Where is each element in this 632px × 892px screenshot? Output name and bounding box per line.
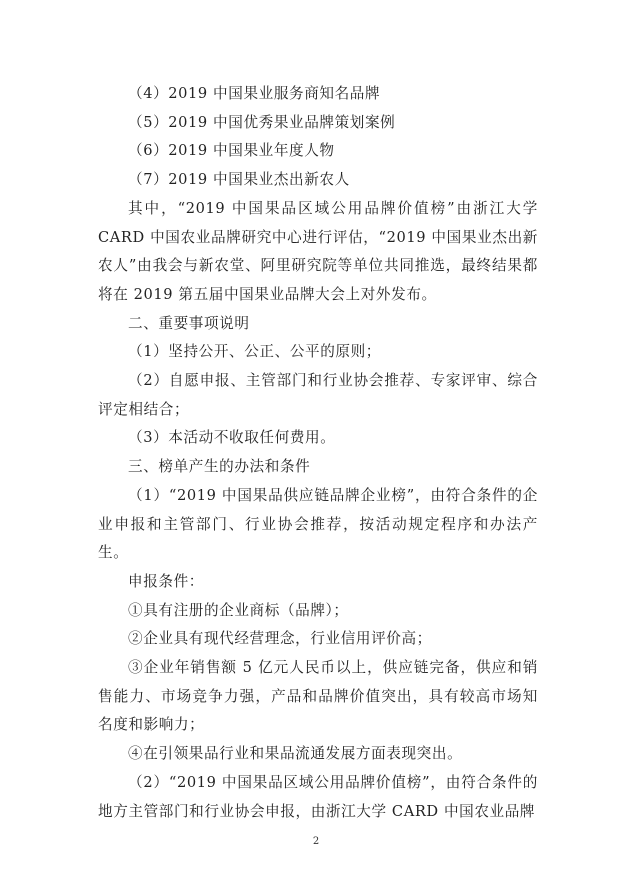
body-text [98,80,538,826]
list-item-4: （4）2019 中国果业服务商知名品牌 [128,85,381,102]
evaluation-paragraph: 其中，“2019 中国果品区域公用品牌价值榜”由浙江大学 CARD 中国农业品牌研究中心进行评估，“2019 中国果业杰出新农人”由我会与新农堂、阿里研究院等单位共同推选，最终结果都将在 2019 第五届中国果业品牌大会上对外发布。 [98,199,538,303]
condition-3: ③企业年销售额 5 亿元人民币以上，供应链完备，供应和销售能力、市场竞争力强，产品和品牌价值突出，具有较高市场知名度和影响力； [98,659,538,734]
method-2: （2）“2019 中国果品区域公用品牌价值榜”，由符合条件的地方主管部门和行业协会申报，由浙江大学 CARD 中国农业品牌 [98,773,538,820]
page-number: 2 [312,836,320,847]
list-item-6: （6）2019 中国果业年度人物 [128,142,335,160]
condition-4: ④在引领果品行业和果品流通发展方面表现突出。 [128,745,463,763]
condition-1: ①具有注册的企业商标（品牌）； [128,601,349,619]
principle-1: （1）坚持公开、公正、公平的原则； [128,343,381,361]
principle-2: （2）自愿申报、主管部门和行业协会推荐、专家评审、综合评定相结合； [98,372,538,418]
principle-3: （3）本活动不收取任何费用。 [128,429,336,447]
conditions-heading: 申报条件： [128,572,204,590]
section-heading-2: 二、重要事项说明 [128,314,250,332]
section-heading-3: 三、榜单产生的办法和条件 [128,458,311,476]
list-item-5: （5）2019 中国优秀果业品牌策划案例 [128,113,396,131]
list-item-7: （7）2019 中国果业杰出新农人 [128,171,350,189]
condition-2: ②企业具有现代经营理念，行业信用评价高； [128,630,432,648]
method-1: （1）“2019 中国果品供应链品牌企业榜”，由符合条件的企业申报和主管部门、行业协会推荐，按活动规定程序和办法产生。 [98,486,538,562]
